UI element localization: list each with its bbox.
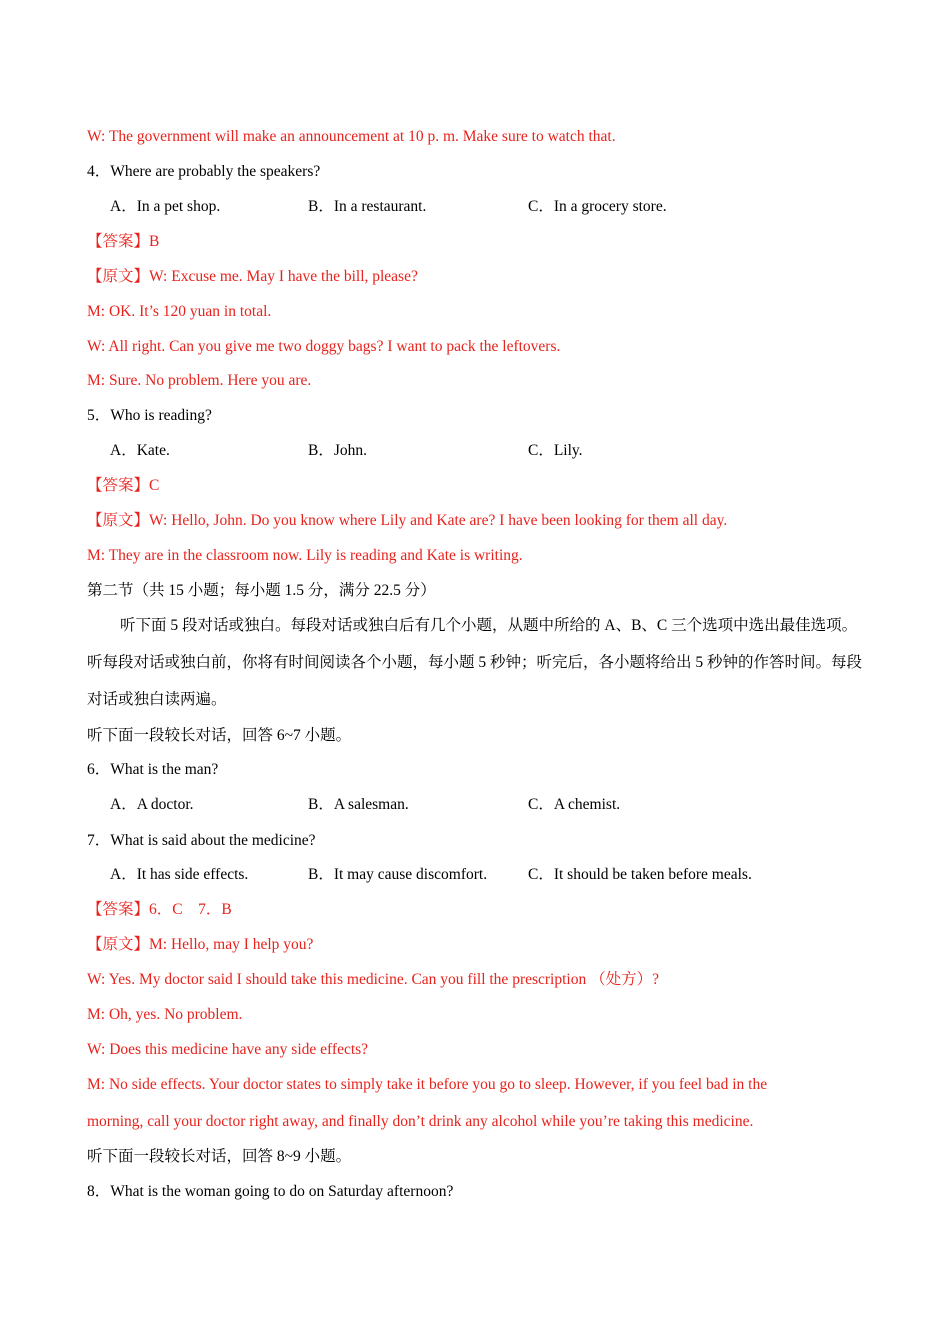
option-b: B．A salesman. bbox=[308, 796, 409, 813]
question-6: 6．What is the man? bbox=[87, 761, 219, 778]
answer-5: 【答案】C bbox=[87, 477, 160, 494]
option-c: C．A chemist. bbox=[528, 796, 621, 813]
transcript-line: M: No side effects. Your doctor states to simply take it before you go to sleep. However, if you feel bad in the bbox=[87, 1076, 768, 1093]
question-5: 5．Who is reading? bbox=[87, 407, 212, 424]
option-a: A．A doctor. bbox=[110, 796, 194, 813]
option-c: C．Lily. bbox=[528, 442, 583, 459]
transcript-line: 【原文】W: Hello, John. Do you know where Lily and Kate are? I have been looking for them all day. bbox=[87, 512, 728, 529]
section-heading: 第二节（共 15 小题；每小题 1.5 分，满分 22.5 分） bbox=[87, 582, 436, 599]
option-b: B．It may cause discomfort. bbox=[308, 866, 488, 883]
transcript-line: W: Does this medicine have any side effects? bbox=[87, 1041, 369, 1058]
answer-6-7: 【答案】6．C 7．B bbox=[87, 901, 232, 918]
option-a: A．Kate. bbox=[110, 442, 170, 459]
option-c: C．It should be taken before meals. bbox=[528, 866, 752, 883]
dialogue-intro: 听下面一段较长对话，回答 6~7 小题。 bbox=[87, 727, 352, 744]
transcript-line: M: They are in the classroom now. Lily is reading and Kate is writing. bbox=[87, 547, 523, 564]
transcript-line: W: Yes. My doctor said I should take this medicine. Can you fill the prescription （处方）? bbox=[87, 971, 659, 988]
section-instructions: 听下面 5 段对话或独白。每段对话或独白后有几个小题，从题中所给的 A、B、C 三个选项中选出最佳选项。听每段对话或独白前，你将有时间阅读各个小题，每小题 5 秒钟；听完后，各小题将给出 5 秒钟的作答时间。每段对话或独白读两遍。 bbox=[87, 617, 863, 708]
option-a: A．It has side effects. bbox=[110, 866, 249, 883]
transcript-line: 【原文】M: Hello, may I help you? bbox=[87, 936, 314, 953]
option-b: B．In a restaurant. bbox=[308, 198, 427, 215]
option-a: A．In a pet shop. bbox=[110, 198, 221, 215]
dialogue-intro: 听下面一段较长对话，回答 8~9 小题。 bbox=[87, 1148, 352, 1165]
question-4: 4．Where are probably the speakers? bbox=[87, 163, 321, 180]
answer-4: 【答案】B bbox=[87, 233, 160, 250]
question-8: 8．What is the woman going to do on Saturday afternoon? bbox=[87, 1183, 454, 1200]
transcript-line: M: OK. It’s 120 yuan in total. bbox=[87, 303, 272, 320]
transcript-line: M: Sure. No problem. Here you are. bbox=[87, 372, 312, 389]
transcript-line: W: The government will make an announcement at 10 p. m. Make sure to watch that. bbox=[87, 128, 616, 145]
transcript-line: W: All right. Can you give me two doggy bags? I want to pack the leftovers. bbox=[87, 338, 561, 355]
option-b: B．John. bbox=[308, 442, 367, 459]
transcript-line: 【原文】W: Excuse me. May I have the bill, please? bbox=[87, 268, 418, 285]
option-c: C．In a grocery store. bbox=[528, 198, 667, 215]
transcript-line: morning, call your doctor right away, and finally don’t drink any alcohol while you’re taking this medicine. bbox=[87, 1113, 754, 1130]
question-7: 7．What is said about the medicine? bbox=[87, 832, 316, 849]
transcript-line: M: Oh, yes. No problem. bbox=[87, 1006, 243, 1023]
